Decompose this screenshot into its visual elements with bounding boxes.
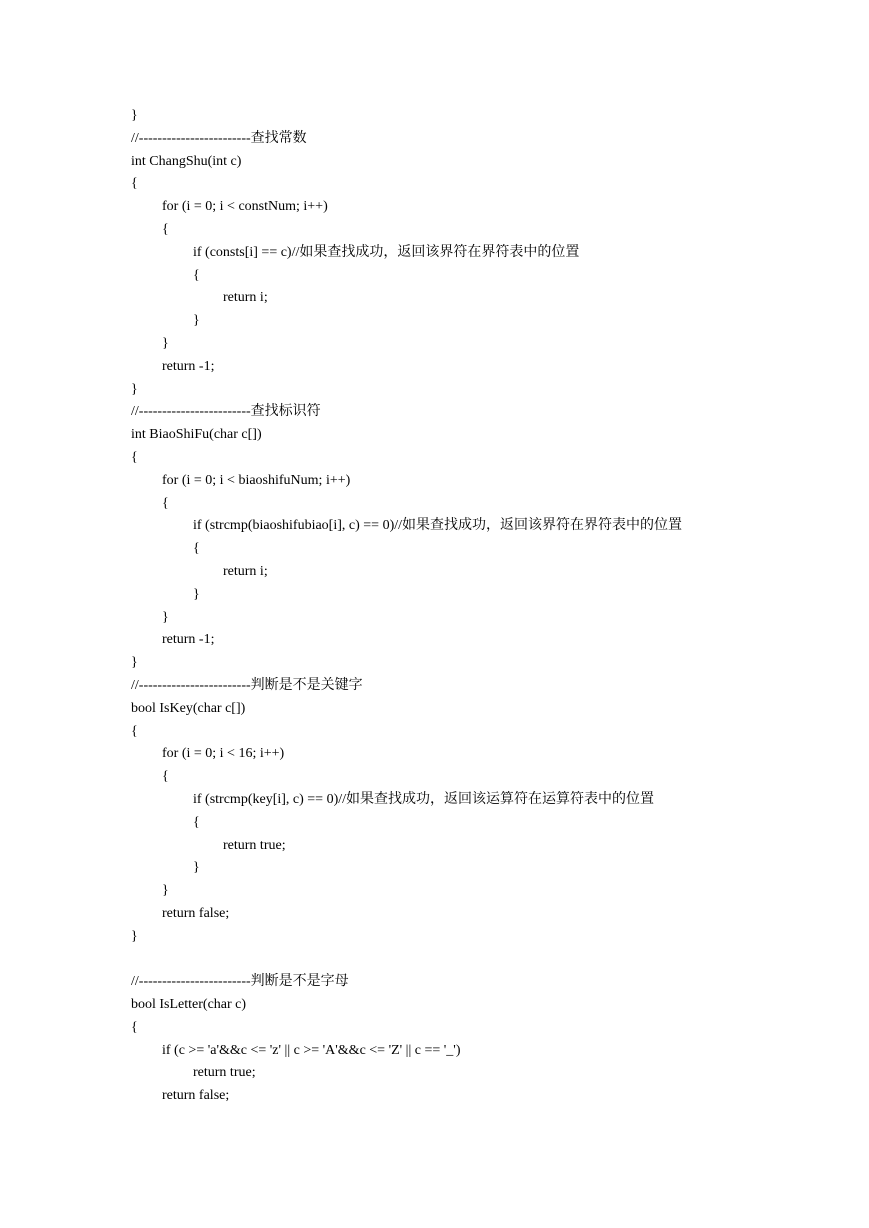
code-line: { xyxy=(131,449,138,465)
code-listing xyxy=(131,105,851,1108)
function-signature: bool IsLetter(char c) xyxy=(131,997,247,1013)
code-line: } xyxy=(193,313,200,329)
comment-line: //------------------------判断是不是字母 xyxy=(131,974,349,990)
code-line: return i; xyxy=(223,290,268,306)
code-line: if (consts[i] == c)//如果查找成功，返回该界符在界符表中的位置 xyxy=(193,244,580,260)
code-line: { xyxy=(193,814,200,830)
function-signature: int ChangShu(int c) xyxy=(131,153,242,169)
function-signature: int BiaoShiFu(char c[]) xyxy=(131,427,262,443)
code-line: return true; xyxy=(223,837,286,853)
code-line: { xyxy=(162,495,169,511)
code-line: { xyxy=(193,541,200,557)
code-line: } xyxy=(193,860,200,876)
code-line: for (i = 0; i < constNum; i++) xyxy=(162,199,328,215)
code-line: return -1; xyxy=(162,632,215,648)
code-line: { xyxy=(162,769,169,785)
code-line: { xyxy=(193,267,200,283)
code-line: if (c >= 'a'&&c <= 'z' || c >= 'A'&&c <= 'Z' || c == '_') xyxy=(162,1042,461,1058)
code-line: } xyxy=(162,883,169,899)
code-line: return false; xyxy=(162,1088,230,1104)
comment-line: //------------------------判断是不是关键字 xyxy=(131,677,363,693)
code-line: } xyxy=(162,335,169,351)
comment-line: //------------------------查找常数 xyxy=(131,130,307,146)
code-line: for (i = 0; i < 16; i++) xyxy=(162,746,285,762)
code-line: { xyxy=(162,221,169,237)
code-line: } xyxy=(131,928,138,944)
code-line: } xyxy=(162,609,169,625)
code-line: if (strcmp(biaoshifubiao[i], c) == 0)//如果查找成功，返回该界符在界符表中的位置 xyxy=(193,518,683,534)
code-line: } xyxy=(131,381,138,397)
code-line: for (i = 0; i < biaoshifuNum; i++) xyxy=(162,472,351,488)
code-line: return i; xyxy=(223,563,268,579)
code-line: return false; xyxy=(162,905,230,921)
code-line: return -1; xyxy=(162,358,215,374)
code-line: { xyxy=(131,1019,138,1035)
blank-line xyxy=(131,948,851,971)
function-signature: bool IsKey(char c[]) xyxy=(131,700,246,716)
code-line: { xyxy=(131,176,138,192)
code-line: } xyxy=(131,655,138,671)
comment-line: //------------------------查找标识符 xyxy=(131,404,321,420)
code-line: } xyxy=(193,586,200,602)
code-line: { xyxy=(131,723,138,739)
code-line: if (strcmp(key[i], c) == 0)//如果查找成功，返回该运算符在运算符表中的位置 xyxy=(193,791,655,807)
code-line: } xyxy=(131,108,138,123)
code-line: return true; xyxy=(193,1065,256,1081)
